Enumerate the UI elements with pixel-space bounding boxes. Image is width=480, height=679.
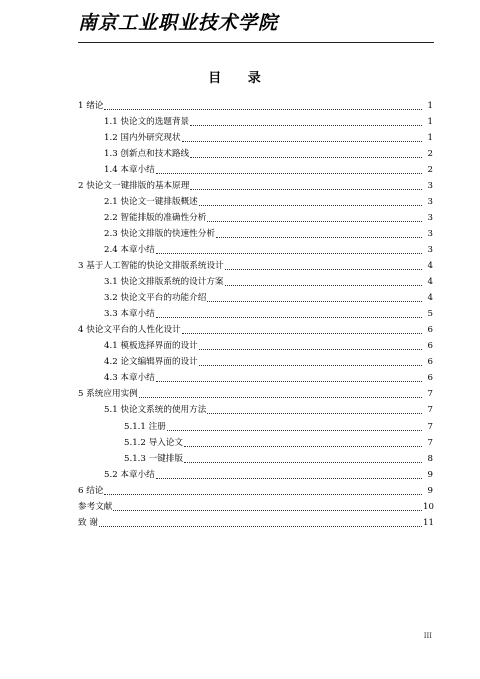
toc-entry[interactable]: [104, 208, 433, 224]
toc-entry-label: 4.2 论文编辑界面的设计: [104, 357, 198, 368]
toc-entry-page: 7: [427, 437, 433, 448]
toc-dot-leader: [156, 381, 422, 382]
toc-dot-leader: [225, 269, 422, 270]
toc-entry[interactable]: [104, 368, 433, 384]
toc-entry-label: 1.1 快论文的选题背景: [104, 116, 190, 127]
toc-entry[interactable]: [104, 128, 433, 144]
toc-dot-leader: [207, 301, 422, 302]
toc-entry-label: 致 谢: [78, 517, 98, 528]
toc-dot-leader: [216, 237, 422, 238]
toc-entry-page: 3: [427, 180, 433, 191]
toc-dot-leader: [104, 109, 422, 110]
toc-dot-leader: [184, 446, 422, 447]
toc-entry-label: 4.1 模板选择界面的设计: [104, 341, 198, 352]
toc-dot-leader: [184, 462, 422, 463]
toc-dot-leader: [207, 413, 422, 414]
toc-entry[interactable]: [78, 256, 433, 272]
toc-entry[interactable]: [124, 417, 433, 433]
toc-entry-label: 2.1 快论文一键排版概述: [104, 196, 198, 207]
toc-entry[interactable]: [78, 96, 433, 112]
page-number: III: [423, 632, 432, 640]
toc-dot-leader: [113, 510, 422, 511]
toc-entry[interactable]: [104, 352, 433, 368]
toc-title: 目 录: [208, 71, 272, 86]
toc-entry[interactable]: [78, 320, 433, 336]
toc-dot-leader: [199, 365, 422, 366]
toc-entry-label: 4 快论文平台的人性化设计: [78, 325, 181, 336]
toc-entry[interactable]: [104, 224, 433, 240]
toc-entry-page: 6: [427, 357, 433, 368]
toc-dot-leader: [139, 397, 422, 398]
toc-entry-page: 3: [427, 196, 433, 207]
toc-entry-page: 8: [427, 453, 433, 464]
toc-entry-label: 2 快论文一键排版的基本原理: [78, 180, 190, 191]
toc-entry-label: 6 结论: [78, 485, 104, 496]
toc-entry-label: 5.2 本章小结: [104, 469, 155, 480]
toc-entry[interactable]: [104, 160, 433, 176]
toc-entry-label: 3.3 本章小结: [104, 309, 155, 320]
toc-entry-label: 5.1.3 一键排版: [124, 453, 183, 464]
toc-entry-page: 9: [427, 469, 433, 480]
toc-entry-label: 2.4 本章小结: [104, 244, 155, 255]
toc-dot-leader: [182, 141, 422, 142]
toc-entry-page: 6: [427, 341, 433, 352]
toc-dot-leader: [156, 478, 422, 479]
toc-dot-leader: [190, 189, 422, 190]
toc-entry-page: 7: [427, 421, 433, 432]
toc-entry-page: 1: [427, 100, 433, 111]
toc-entry[interactable]: [104, 465, 433, 481]
toc-entry-page: 7: [427, 389, 433, 400]
toc-entry-page: 1: [427, 132, 433, 143]
toc-dot-leader: [190, 125, 422, 126]
toc-entry[interactable]: [104, 192, 433, 208]
toc-entry-label: 1.4 本章小结: [104, 164, 155, 175]
toc-entry-label: 2.3 快论文排版的快速性分析: [104, 228, 215, 239]
toc-entry-page: 4: [427, 261, 433, 271]
toc-dot-leader: [167, 430, 422, 431]
toc-dot-leader: [99, 526, 422, 527]
toc-entry[interactable]: [104, 272, 433, 288]
toc-entry[interactable]: [104, 112, 433, 128]
toc-entry[interactable]: [104, 336, 433, 352]
toc-entry[interactable]: [104, 240, 433, 256]
toc-entry-label: 5.1.1 注册: [124, 421, 166, 432]
toc-entry-label: 5 系统应用实例: [78, 389, 138, 400]
toc-entry-label: 参考文献: [78, 501, 113, 512]
toc-entry-page: 3: [427, 244, 433, 255]
toc-dot-leader: [104, 494, 422, 495]
toc-entry-label: 3.2 快论文平台的功能介绍: [104, 293, 207, 304]
toc-entry-label: 1.2 国内外研究现状: [104, 132, 181, 143]
toc-entry[interactable]: [78, 513, 433, 529]
toc-entry-page: 6: [427, 325, 433, 336]
toc-dot-leader: [156, 253, 422, 254]
toc-dot-leader: [182, 333, 422, 334]
toc-dot-leader: [207, 221, 422, 222]
toc-entry-label: 3.1 快论文排版系统的设计方案: [104, 277, 224, 288]
toc-entry-label: 1.3 创新点和技术路线: [104, 148, 190, 159]
toc-entry-page: 4: [427, 293, 433, 304]
header-divider: [78, 42, 434, 43]
toc-dot-leader: [199, 349, 422, 350]
toc-entry-label: 2.2 智能排版的准确性分析: [104, 212, 207, 223]
toc-entry-page: 2: [427, 148, 433, 159]
toc-entry[interactable]: [78, 497, 433, 513]
toc-entry-label: 5.1 快论文系统的使用方法: [104, 405, 207, 416]
toc-entry-page: 10: [423, 501, 434, 512]
toc-entry[interactable]: [78, 384, 433, 400]
toc-entry[interactable]: [104, 144, 433, 160]
school-logo-text: 南京工业职业技术学院: [78, 12, 279, 34]
toc-entry-page: 6: [427, 373, 433, 384]
toc-entry-page: 5: [427, 309, 433, 320]
toc-entry-label: 3 基于人工智能的快论文排版系统设计: [78, 261, 224, 271]
toc-entry-label: 4.3 本章小结: [104, 373, 155, 384]
toc-entry-label: 1 绪论: [78, 100, 104, 111]
toc-dot-leader: [190, 157, 422, 158]
toc-entry[interactable]: [78, 176, 433, 192]
toc-entry-page: 1: [427, 116, 433, 127]
toc-entry[interactable]: [78, 481, 433, 497]
toc-entry-page: 7: [427, 405, 433, 416]
toc-entry[interactable]: [104, 304, 433, 320]
toc-entry-page: 3: [427, 212, 433, 223]
toc-entry[interactable]: [124, 433, 433, 449]
toc-dot-leader: [199, 205, 422, 206]
toc-entry-label: 5.1.2 导入论文: [124, 437, 183, 448]
toc-entry-page: 4: [427, 277, 433, 288]
toc-dot-leader: [225, 285, 422, 286]
toc-entry[interactable]: [104, 288, 433, 304]
toc-entry[interactable]: [124, 449, 433, 465]
toc-dot-leader: [156, 317, 422, 318]
toc-dot-leader: [156, 173, 422, 174]
toc-entry[interactable]: [104, 400, 433, 416]
toc-entry-page: 11: [423, 517, 434, 528]
toc-entry-page: 9: [427, 485, 433, 496]
toc-entry-page: 2: [427, 164, 433, 175]
toc-entry-page: 3: [427, 228, 433, 239]
